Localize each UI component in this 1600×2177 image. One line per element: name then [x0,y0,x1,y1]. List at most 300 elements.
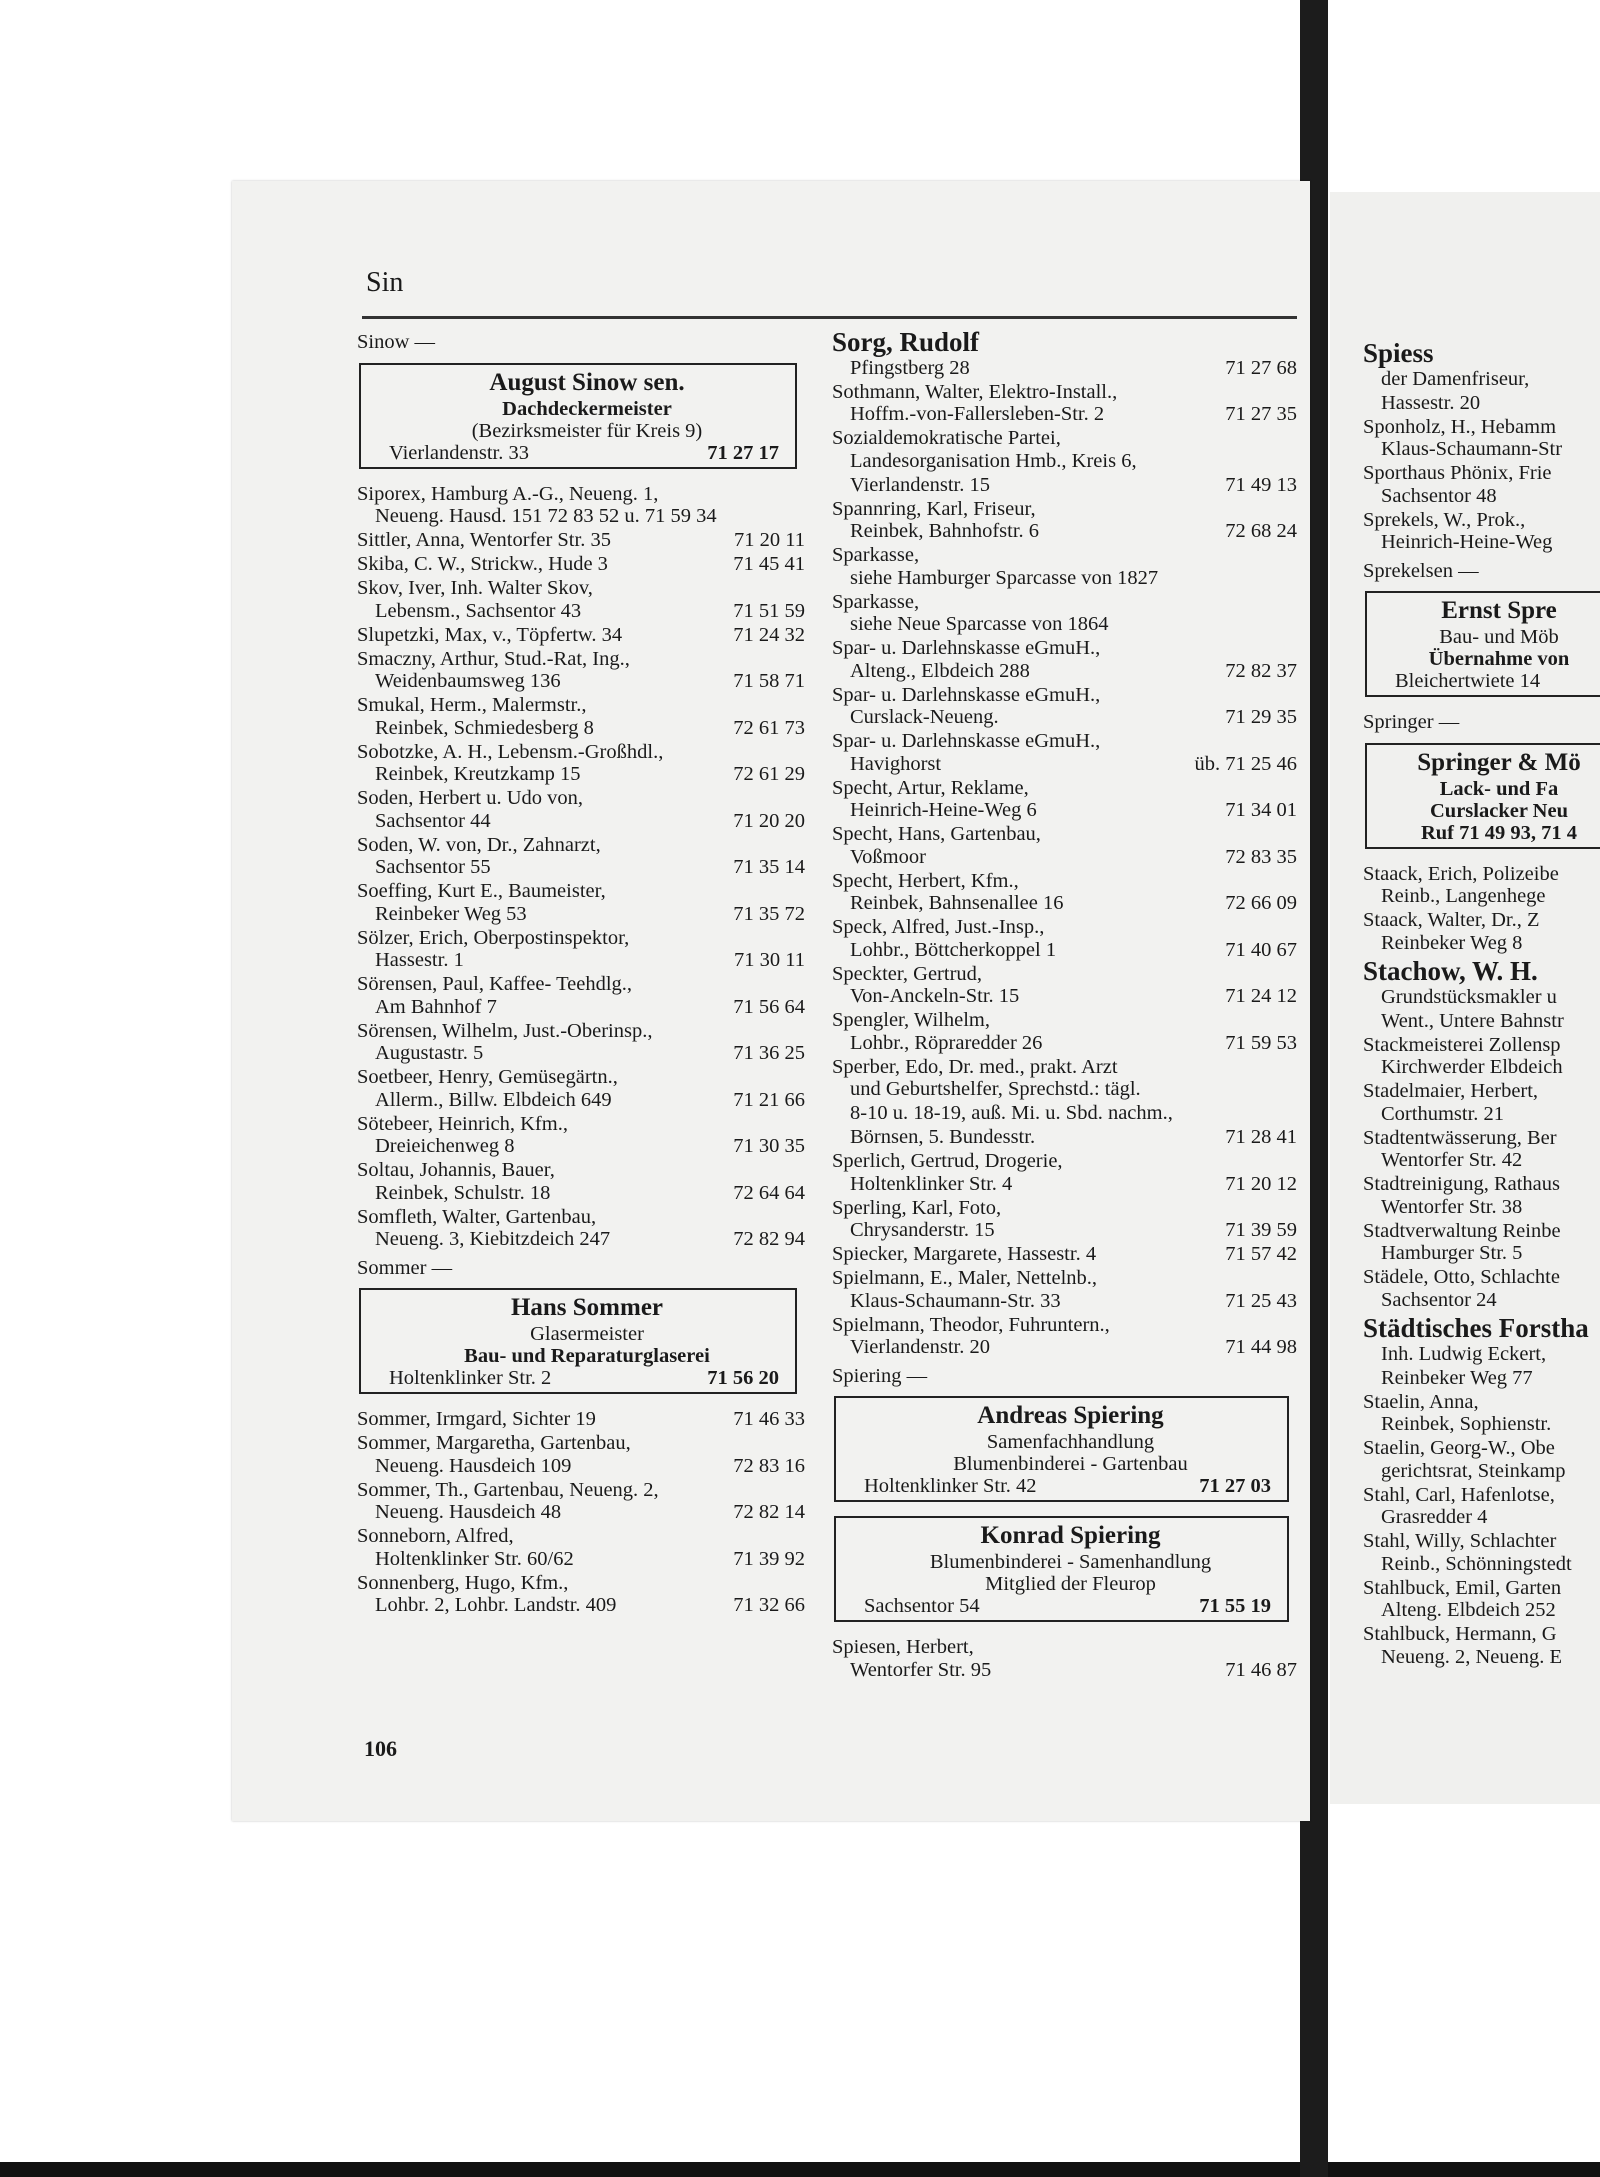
directory-entry [357,1020,805,1065]
directory-entry [357,1432,805,1477]
phone-number: 71 24 12 [1225,985,1297,1007]
column-1 [357,325,805,1617]
entry-detail: Grasredder 4 [1381,1506,1488,1528]
phone-number: 71 27 35 [1225,403,1297,425]
directory-entry [832,637,1297,682]
entry-name: Städtisches Forstha [1363,1312,1589,1343]
entry-detail: Holtenklinker Str. 60/62 [375,1547,574,1570]
directory-entry [357,1525,805,1570]
directory-entry [832,327,1297,380]
business-box [834,1396,1289,1502]
entry-name: Skov, Iver, Inh. Walter Skov, [357,577,593,599]
business-address-row [864,1595,1277,1617]
directory-entry [832,777,1297,822]
directory-entry [832,544,1297,589]
entry-name: Sperlich, Gertrud, Drogerie, [832,1150,1063,1172]
entry-name: Stachow, W. H. [1363,955,1538,986]
entry-detail: Weidenbaumsweg 136 [375,670,561,692]
left-page [232,181,1310,1821]
entry-name: Somfleth, Walter, Gartenbau, [357,1205,597,1228]
entry-name: Sprekelsen — [1363,559,1479,582]
entry-name: Speck, Alfred, Just.-Insp., [832,916,1045,938]
entry-name: Soltau, Johannis, Bauer, [357,1159,555,1181]
entry-name: Spar- u. Darlehnskasse eGmuH., [832,683,1101,706]
directory-entry [832,1197,1297,1242]
business-address: Bleichertwiete 14 [1395,670,1541,692]
entry-name: Slupetzki, Max, v., Töpfertw. 34 [357,623,623,646]
phone-number: 71 30 11 [734,949,805,971]
phone-number: 71 28 41 [1225,1126,1297,1148]
entry-name: Sperber, Edo, Dr. med., prakt. Arzt [832,1055,1118,1078]
directory-entry [357,577,805,622]
business-box [359,1288,797,1394]
entry-detail: Reinbeker Weg 53 [375,902,527,925]
entry-name: Stahl, Carl, Hafenlotse, [1363,1483,1555,1506]
directory-entry [832,1267,1297,1312]
directory-entry [832,1009,1297,1054]
phone-number: 72 61 73 [733,716,805,739]
entry-name: Sparkasse, [832,544,920,566]
entry-detail: Neueng. Hausdeich 48 [375,1501,562,1523]
business-line: Blumenbinderei - Samenhandlung [929,1551,1212,1573]
entry-detail: Reinb., Schönningstedt [1381,1552,1572,1575]
directory-entry [357,483,805,528]
entry-name: Sobotzke, A. H., Lebensm.-Großhdl., [357,740,664,763]
entry-detail: Reinbek, Schulstr. 18 [375,1181,551,1204]
entry-detail: Reinbek, Bahnsenallee 16 [850,892,1064,914]
entry-detail: Pfingstberg 28 [850,356,970,379]
phone-number: 72 82 14 [733,1501,805,1523]
directory-entry [1363,1220,1600,1265]
entry-detail: Heinrich-Heine-Weg 6 [850,799,1037,821]
business-line: Ruf 71 49 93, 71 4 [1420,821,1578,844]
directory-entry [1363,1266,1600,1311]
phone-number: 71 32 66 [733,1594,805,1616]
section-heading [832,1365,1297,1388]
directory-entry [1363,1530,1600,1575]
entry-name: Sperling, Karl, Foto, [832,1196,1002,1219]
entry-detail: Sachsentor 44 [375,809,491,832]
directory-entry [357,694,805,739]
directory-entry [1363,1010,1600,1033]
phone-number: 71 59 53 [1225,1031,1297,1054]
entry-name: Soden, W. von, Dr., Zahnarzt, [357,833,601,856]
entry-name: Sörensen, Wilhelm, Just.-Oberinsp., [357,1019,653,1042]
entry-detail: Holtenklinker Str. 4 [850,1172,1013,1195]
phone-number: 71 51 59 [733,599,805,622]
directory-entry [357,553,805,576]
phone-number: 72 83 35 [1225,845,1297,868]
right-page [1330,192,1600,1804]
phone-number: 71 34 01 [1225,799,1297,821]
phone-number: 71 25 43 [1225,1289,1297,1312]
entry-detail: Vierlandenstr. 15 [850,473,990,496]
entry-name: Soetbeer, Henry, Gemüsegärtn., [357,1066,618,1088]
directory-entry [357,787,805,832]
entry-name: Specht, Artur, Reklame, [832,776,1029,799]
section-heading [1363,711,1600,734]
section-heading [1363,560,1600,583]
directory-entry [832,1056,1297,1101]
phone-number: 71 35 14 [733,856,805,878]
entry-name: Stackmeisterei Zollensp [1363,1033,1561,1056]
directory-entry [832,870,1297,915]
business-name: Andreas Spiering [977,1402,1164,1429]
page-header: Sin [366,267,404,298]
entry-name: Spiering — [832,1364,928,1387]
entry-name: Sonneborn, Alfred, [357,1525,514,1547]
entry-name: Staelin, Georg-W., Obe [1363,1437,1555,1459]
phone-number: 71 20 12 [1225,1172,1297,1195]
entry-detail: Landesorganisation Hmb., Kreis 6, [850,449,1137,472]
entry-name: Sommer, Margaretha, Gartenbau, [357,1432,631,1454]
directory-entry [832,427,1297,472]
business-phone: 71 55 19 [1199,1595,1271,1617]
phone-number: 71 36 25 [733,1042,805,1064]
entry-detail: Reinbeker Weg 8 [1381,931,1523,954]
entry-detail: Allerm., Billw. Elbdeich 649 [375,1088,612,1111]
directory-entry [1363,1080,1600,1125]
entry-name: Smaczny, Arthur, Stud.-Rat, Ing., [357,647,630,670]
business-address: Holtenklinker Str. 2 [389,1367,552,1389]
directory-entry [1363,1623,1600,1668]
entry-name: Siporex, Hamburg A.-G., Neueng. 1, [357,482,659,505]
phone-number: 72 83 16 [733,1454,805,1477]
entry-name: Sörensen, Paul, Kaffee- Teehdlg., [357,973,633,995]
entry-detail: Dreieichenweg 8 [375,1135,515,1157]
business-phone: 71 56 20 [707,1367,779,1389]
entry-name: Sporthaus Phönix, Frie [1363,462,1552,484]
entry-detail: der Damenfriseur, [1381,367,1530,390]
entry-name: Sonnenberg, Hugo, Kfm., [357,1571,569,1594]
entry-name: Stadtentwässerung, Ber [1363,1126,1557,1149]
entry-name: Stahlbuck, Hermann, G [1363,1623,1557,1645]
directory-entry [1363,1437,1600,1482]
entry-name: Sinow — [357,331,436,353]
phone-number: 72 64 64 [733,1181,805,1204]
phone-number: 72 68 24 [1225,520,1297,542]
entry-name: Sponholz, H., Hebamm [1363,415,1557,438]
entry-name: Sommer, Th., Gartenbau, Neueng. 2, [357,1478,659,1501]
directory-entry [357,648,805,693]
entry-detail: Neueng. 2, Neueng. E [1381,1645,1563,1668]
entry-detail: Börnsen, 5. Bundesstr. [850,1126,1036,1148]
entry-detail: Hoffm.-von-Fallersleben-Str. 2 [850,403,1105,425]
business-name: Springer & Mö [1417,748,1581,776]
phone-number: 71 56 64 [733,995,805,1018]
phone-number: 71 39 92 [733,1547,805,1570]
directory-entry [357,1572,805,1617]
business-box [834,1516,1289,1622]
entry-name: Sötebeer, Heinrich, Kfm., [357,1112,568,1135]
column-2 [832,325,1297,1681]
phone-number: 72 82 37 [1225,659,1297,682]
entry-detail: Reinbek, Sophienstr. [1381,1413,1552,1435]
entry-detail: Kirchwerder Elbdeich [1381,1056,1563,1078]
phone-number: 71 44 98 [1225,1336,1297,1358]
entry-name: Sorg, Rudolf [832,326,980,357]
entry-detail: Curslack-Neueng. [850,706,999,728]
entry-name: Spiecker, Margarete, Hassestr. 4 [832,1243,1097,1265]
entry-detail: siehe Neue Sparcasse von 1864 [850,613,1109,635]
directory-entry [1363,1313,1600,1366]
entry-detail: Lohbr. 2, Lohbr. Landstr. 409 [375,1594,617,1616]
entry-detail: und Geburtshelfer, Sprechstd.: tägl. [850,1078,1141,1100]
entry-detail: Heinrich-Heine-Weg [1381,531,1553,553]
page-number: 106 [364,1736,397,1761]
entry-name: Sozialdemokratische Partei, [832,427,1061,449]
directory-entry [1363,1034,1600,1079]
entry-name: Stadelmaier, Herbert, [1363,1080,1539,1102]
entry-detail: Lebensm., Sachsentor 43 [375,599,582,622]
entry-detail: Klaus-Schaumann-Str. 33 [850,1289,1061,1312]
entry-detail: siehe Hamburger Sparcasse von 1827 [850,566,1159,589]
business-box [359,363,797,469]
directory-entry [832,963,1297,1008]
phone-number: 71 24 32 [733,623,805,646]
entry-detail: gerichtsrat, Steinkamp [1381,1459,1566,1482]
directory-entry [832,474,1297,497]
entry-detail: Augustastr. 5 [375,1042,484,1064]
phone-number: 71 45 41 [733,553,805,575]
business-box [1365,743,1600,849]
entry-detail: Reinbeker Weg 77 [1381,1366,1533,1389]
entry-detail: Wentorfer Str. 42 [1381,1149,1523,1171]
entry-detail: Chrysanderstr. 15 [850,1219,995,1241]
entry-detail: Wentorfer Str. 95 [850,1658,992,1681]
entry-name: Spannring, Karl, Friseur, [832,497,1036,520]
phone-number: 72 82 94 [733,1228,805,1250]
entry-name: Sommer — [357,1256,453,1279]
business-name: Konrad Spiering [980,1522,1161,1549]
entry-name: Speckter, Gertrud, [832,962,983,985]
entry-name: Städele, Otto, Schlachte [1363,1266,1560,1288]
business-line: Bau- und Reparaturglaserei [464,1345,710,1367]
entry-name: Spiess [1363,337,1434,368]
entry-detail: Corthumstr. 21 [1381,1102,1505,1125]
directory-entry [1363,1127,1600,1172]
business-address-row [1395,670,1600,692]
entry-name: Spiesen, Herbert, [832,1636,974,1658]
directory-entry [1363,1391,1600,1436]
column-3 [1363,336,1600,1668]
directory-entry [1363,462,1600,507]
phone-number: 72 66 09 [1225,892,1297,914]
entry-name: Staack, Erich, Polizeibe [1363,862,1559,885]
entry-name: Sothmann, Walter, Elektro-Install., [832,380,1118,403]
entry-detail: Hassestr. 20 [1381,391,1481,414]
directory-entry [357,834,805,879]
entry-detail: Neueng. Hausd. 151 72 83 52 u. 71 59 34 [375,505,717,527]
phone-number: 71 27 68 [1225,356,1297,379]
business-address-row [389,1367,785,1389]
directory-entry [1363,1367,1600,1390]
entry-detail: Grundstücksmakler u [1381,985,1557,1008]
entry-name: Spengler, Wilhelm, [832,1009,990,1031]
directory-entry [832,1126,1297,1149]
directory-entry [357,1206,805,1251]
entry-detail: Reinbek, Kreutzkamp 15 [375,763,581,785]
directory-entry [832,1243,1297,1266]
business-address: Vierlandenstr. 33 [389,441,529,464]
entry-name: Sommer, Irmgard, Sichter 19 [357,1408,596,1430]
directory-entry [357,1408,805,1431]
entry-name: Spielmann, E., Maler, Nettelnb., [832,1267,1098,1289]
entry-detail: Wentorfer Str. 38 [1381,1195,1523,1218]
phone-number: 71 20 20 [733,809,805,832]
directory-entry [1363,863,1600,908]
business-line: (Bezirksmeister für Kreis 9) [471,419,703,442]
directory-entry [832,1150,1297,1195]
entry-name: Spar- u. Darlehnskasse eGmuH., [832,730,1101,752]
directory-entry [357,927,805,972]
entry-name: Soden, Herbert u. Udo von, [357,787,584,809]
directory-entry [832,591,1297,636]
business-name: Ernst Spre [1441,597,1557,624]
phone-number: 71 21 66 [733,1088,805,1111]
entry-name: Specht, Herbert, Kfm., [832,869,1019,892]
business-name: Hans Sommer [510,1294,664,1321]
entry-detail: Reinbek, Bahnhofstr. 6 [850,520,1040,542]
directory-entry [832,1636,1297,1681]
entry-name: Stadtreinigung, Rathaus [1363,1173,1561,1195]
phone-number: 71 46 33 [733,1408,805,1430]
directory-entry [832,1314,1297,1359]
entry-detail: Sachsentor 24 [1381,1288,1497,1311]
entry-detail: Alteng., Elbdeich 288 [850,659,1030,682]
phone-number: 71 46 87 [1225,1658,1297,1681]
directory-entry [832,916,1297,961]
section-heading [357,331,805,354]
entry-detail: Hassestr. 1 [375,949,464,971]
directory-entry [357,880,805,925]
entry-detail: Inh. Ludwig Eckert, [1381,1342,1547,1365]
entry-name: Sittler, Anna, Wentorfer Str. 35 [357,529,611,551]
entry-detail: Lohbr., Böttcherkoppel 1 [850,938,1057,961]
directory-entry [1363,392,1600,415]
scan-border [0,2162,1600,2177]
directory-entry [357,973,805,1018]
business-address-row [389,442,785,464]
directory-entry [832,823,1297,868]
business-line: Bau- und Möb [1439,626,1559,648]
entry-detail: Hamburger Str. 5 [1381,1242,1523,1264]
directory-entry [1363,1484,1600,1529]
entry-detail: Reinb., Langenhege [1381,885,1546,907]
directory-entry [357,1479,805,1524]
phone-number: üb. 71 25 46 [1194,752,1297,775]
header-rule [362,316,1297,319]
directory-entry [832,730,1297,775]
directory-entry [1363,338,1600,391]
entry-detail: Sachsentor 48 [1381,484,1497,507]
entry-name: Smukal, Herm., Malermstr., [357,694,587,716]
entry-detail: Neueng. Hausdeich 109 [375,1454,572,1477]
entry-detail: Reinbek, Schmiedesberg 8 [375,716,594,739]
entry-detail: Am Bahnhof 7 [375,995,497,1018]
entry-detail: Sachsentor 55 [375,856,491,878]
entry-name: Stadtverwaltung Reinbe [1363,1219,1561,1242]
business-box [1365,591,1600,697]
phone-number: 71 35 72 [733,902,805,925]
phone-number: 71 29 35 [1225,706,1297,728]
entry-name: Springer — [1363,711,1460,733]
entry-name: Sparkasse, [832,590,920,613]
phone-number: 72 61 29 [733,763,805,785]
directory-entry [832,381,1297,426]
business-address-row [864,1475,1277,1497]
business-name: August Sinow sen. [489,368,685,396]
directory-entry [1363,956,1600,1009]
business-line: Mitglied der Fleurop [985,1573,1156,1595]
business-phone: 71 27 03 [1199,1475,1271,1497]
entry-name: Stahlbuck, Emil, Garten [1363,1576,1562,1599]
directory-entry [1363,416,1600,461]
entry-name: Stahl, Willy, Schlachter [1363,1530,1557,1552]
entry-detail: Neueng. 3, Kiebitzdeich 247 [375,1228,611,1250]
business-line: Übernahme von [1428,648,1570,670]
entry-detail: Went., Untere Bahnstr [1381,1009,1564,1032]
business-line: Dachdeckermeister [502,397,672,420]
entry-detail: Von-Anckeln-Str. 15 [850,985,1020,1007]
directory-entry [832,684,1297,729]
entry-detail: Vierlandenstr. 20 [850,1336,990,1358]
directory-entry [357,624,805,647]
phone-number: 71 40 67 [1225,938,1297,961]
entry-detail: Voßmoor [850,845,926,868]
phone-number: 71 58 71 [733,670,805,692]
directory-entry [1363,1173,1600,1218]
directory-entry [357,1066,805,1111]
directory-entry [357,1159,805,1204]
directory-entry [832,1102,1297,1125]
phone-number: 71 20 11 [734,529,805,551]
business-line: Samenfachhandlung [986,1431,1155,1453]
entry-detail: 8-10 u. 18-19, auß. Mi. u. Sbd. nachm., [850,1102,1173,1124]
business-line: Blumenbinderei - Gartenbau [953,1453,1188,1475]
business-address: Sachsentor 54 [864,1595,980,1617]
entry-name: Sölzer, Erich, Oberpostinspektor, [357,926,630,949]
entry-name: Specht, Hans, Gartenbau, [832,823,1041,845]
entry-detail: Klaus-Schaumann-Str [1381,438,1563,460]
entry-name: Spielmann, Theodor, Fuhruntern., [832,1313,1110,1336]
phone-number: 71 57 42 [1225,1243,1297,1265]
directory-entry [1363,509,1600,554]
directory-entry [357,741,805,786]
phone-number: 71 30 35 [733,1135,805,1157]
entry-detail: Havighorst [850,752,942,775]
phone-number: 71 49 13 [1225,473,1297,496]
entry-name: Staelin, Anna, [1363,1390,1479,1413]
entry-name: Soeffing, Kurt E., Baumeister, [357,880,606,902]
directory-entry [357,1113,805,1158]
business-line: Glasermeister [530,1323,644,1345]
directory-entry [357,529,805,552]
directory-entry [832,498,1297,543]
phone-number: 71 39 59 [1225,1219,1297,1241]
business-address: Holtenklinker Str. 42 [864,1475,1037,1497]
directory-entry [1363,1577,1600,1622]
entry-name: Spar- u. Darlehnskasse eGmuH., [832,637,1101,659]
business-line: Curslacker Neu [1430,799,1568,822]
business-phone: 71 27 17 [707,441,779,464]
entry-name: Staack, Walter, Dr., Z [1363,909,1540,931]
entry-detail: Alteng. Elbdeich 252 [1381,1599,1556,1621]
business-line: Lack- und Fa [1439,777,1559,800]
entry-name: Sprekels, W., Prok., [1363,508,1526,531]
entry-detail: Lohbr., Röpraredder 26 [850,1031,1043,1054]
entry-name: Skiba, C. W., Strickw., Hude 3 [357,553,608,575]
